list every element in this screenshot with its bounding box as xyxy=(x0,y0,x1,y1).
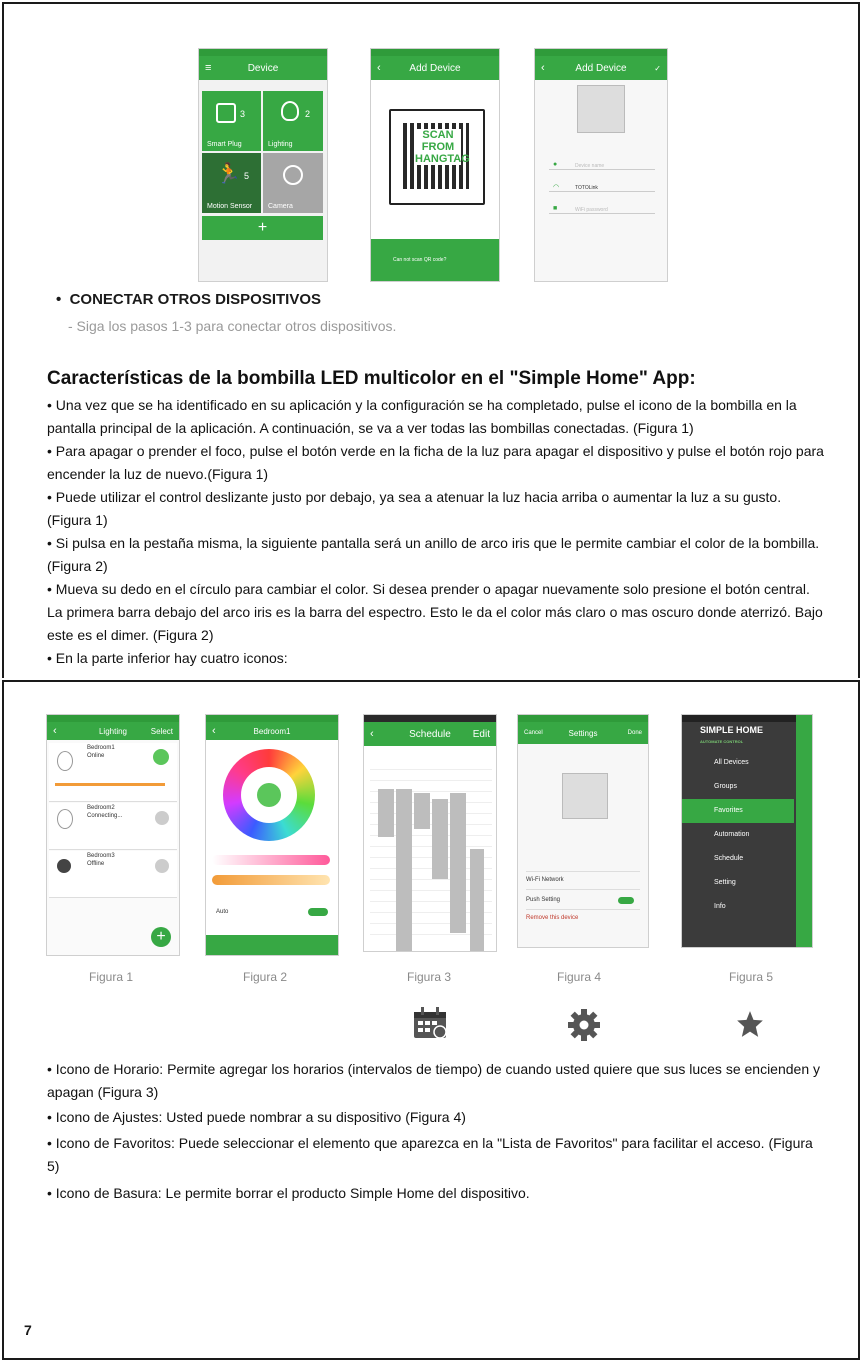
back-icon[interactable]: ‹ xyxy=(370,728,374,740)
tile-lighting[interactable] xyxy=(263,91,323,151)
figure5-phone xyxy=(681,714,813,948)
fig3-title: Schedule xyxy=(409,728,451,740)
done-button[interactable]: Done xyxy=(627,730,642,736)
qr-footer xyxy=(371,239,499,281)
tile-motion-sensor[interactable] xyxy=(202,153,261,213)
paragraph: • Una vez que se ha identificado en su aplicación y la configuración se ha completado, pulse el icono de la bombilla en la pantalla principal de la aplicación. A continuación, se va a ver todas las bombillas conectadas. (Figura 1) xyxy=(47,397,797,436)
caption-figure3: Figura 3 xyxy=(406,970,452,984)
camera-icon xyxy=(283,165,303,185)
user-icon: ● xyxy=(553,161,558,168)
dimmer-slider[interactable] xyxy=(55,783,165,786)
schedule-grid[interactable] xyxy=(370,759,492,945)
edit-button[interactable]: Edit xyxy=(472,728,490,740)
back-icon[interactable]: ‹ xyxy=(212,725,216,737)
spectrum-bar[interactable] xyxy=(212,855,330,865)
push-setting-label: Push Setting xyxy=(526,897,561,903)
add-device-nav xyxy=(371,56,499,80)
select-button[interactable]: Select xyxy=(150,726,173,736)
power-button-green[interactable] xyxy=(153,749,169,765)
power-button-grey[interactable] xyxy=(155,811,169,825)
menu-item-schedule[interactable]: Schedule xyxy=(714,855,744,862)
device-card-bedroom2[interactable] xyxy=(49,803,177,850)
fig2-toolbar xyxy=(206,935,338,955)
menu-item-automation[interactable]: Automation xyxy=(714,831,750,838)
back-icon[interactable]: ‹ xyxy=(377,62,381,74)
figure4-phone xyxy=(517,714,649,948)
qr-frame xyxy=(389,109,485,205)
bulb-icon xyxy=(57,751,73,771)
device-status: Offline xyxy=(87,861,105,867)
tile-label: Motion Sensor xyxy=(207,203,253,210)
device-card-bedroom1[interactable] xyxy=(49,743,177,802)
add-device-form-nav xyxy=(535,56,667,80)
side-menu xyxy=(682,751,794,919)
menu-icon[interactable]: ≡ xyxy=(205,62,212,74)
bulb-icon xyxy=(57,809,73,829)
wifi-password-placeholder: WiFi password xyxy=(575,207,608,213)
tile-label: Smart Plug xyxy=(207,141,242,148)
power-button-grey[interactable] xyxy=(155,859,169,873)
fig2-nav xyxy=(206,722,338,740)
fig2-title: Bedroom1 xyxy=(253,726,291,736)
add-light-button[interactable]: + xyxy=(151,927,171,947)
add-device-button[interactable] xyxy=(202,216,323,240)
fig4-nav xyxy=(518,722,648,744)
paragraph: • Icono de Basura: Le permite borrar el producto Simple Home del dispositivo. xyxy=(47,1185,530,1201)
menu-item-setting[interactable]: Setting xyxy=(714,879,736,886)
bulb-icon xyxy=(281,101,299,121)
device-card-bedroom3[interactable] xyxy=(49,851,177,898)
device-name-field[interactable] xyxy=(549,163,655,170)
tile-smart-plug[interactable] xyxy=(202,91,261,151)
name-field[interactable] xyxy=(526,861,640,872)
cant-scan-link[interactable]: Can not scan QR code? xyxy=(393,257,447,263)
device-image[interactable] xyxy=(562,773,608,819)
wifi-password-field[interactable] xyxy=(549,207,655,214)
figure3-phone xyxy=(363,714,497,952)
wifi-network-label: Wi-Fi Network xyxy=(526,877,564,883)
cancel-button[interactable]: Cancel xyxy=(524,730,543,736)
tile-label: Camera xyxy=(268,203,293,210)
back-icon[interactable]: ‹ xyxy=(53,725,57,737)
auto-label: Auto xyxy=(216,909,229,915)
caption-figure4: Figura 4 xyxy=(556,970,602,984)
menu-item-groups[interactable]: Groups xyxy=(714,783,737,790)
fig1-title: Lighting xyxy=(98,726,128,736)
paragraph: • Para apagar o prender el foco, pulse el botón verde en la ficha de la luz para apagar el dispositivo y pulse el botón rojo para encender la luz de nuevo.(Figura 1) xyxy=(47,443,824,482)
plug-icon xyxy=(216,103,236,123)
tile-camera[interactable] xyxy=(263,153,323,213)
device-image-placeholder[interactable] xyxy=(577,85,625,133)
figure1-phone xyxy=(46,714,180,956)
wifi-icon: ◠ xyxy=(553,184,560,191)
device-status: Connecting... xyxy=(87,813,123,819)
phone-add-device-qr xyxy=(370,48,500,282)
star-icon xyxy=(736,1010,764,1038)
fig4-title: Settings xyxy=(568,728,598,738)
caption-figure1: Figura 1 xyxy=(88,970,134,984)
main-panel-peek xyxy=(796,715,812,947)
figure2-phone xyxy=(205,714,339,956)
caption-figure2: Figura 2 xyxy=(242,970,288,984)
tile-count: 5 xyxy=(244,171,250,181)
gear-icon xyxy=(567,1008,601,1042)
brand-sub: AUTOMATE CONTROL xyxy=(700,739,744,744)
phone-add-device-form xyxy=(534,48,668,282)
phone-device xyxy=(198,48,328,282)
fig1-nav xyxy=(47,722,179,740)
paragraph: • Mueva su dedo en el círculo para cambiar el color. Si desea prender o apagar nuevamente solo presione el botón central. La primera barra debajo del arco iris es la barra del espectro. Esto le da el color más claro o mas oscuro donde aterrizó. Bajo este es el dimer. (Figura 2) xyxy=(47,581,823,643)
device-title: Device xyxy=(247,62,279,74)
color-wheel[interactable] xyxy=(223,749,315,841)
add-device-form-title: Add Device xyxy=(575,62,627,74)
paragraph: • Si pulsa en la pestaña misma, la siguiente pantalla será un anillo de arco iris que le permite cambiar el color de la bombilla. (Figura 2) xyxy=(47,535,820,574)
lock-icon: ■ xyxy=(553,205,558,212)
add-device-title: Add Device xyxy=(409,62,461,74)
remove-device-link[interactable]: Remove this device xyxy=(526,915,579,921)
paragraph: • En la parte inferior hay cuatro iconos: xyxy=(47,650,288,666)
wifi-network-row[interactable] xyxy=(526,877,640,890)
runner-icon: 🏃 xyxy=(216,163,241,185)
tile-count: 3 xyxy=(240,109,246,119)
wifi-field[interactable] xyxy=(549,185,655,192)
paragraph: • Icono de Ajustes: Usted puede nombrar a su dispositivo (Figura 4) xyxy=(47,1109,466,1125)
paragraph: • Icono de Favoritos: Puede seleccionar el elemento que aparezca en la "Lista de Favoritos" para facilitar el acceso. (Figura 5) xyxy=(47,1135,813,1174)
paragraph: • Icono de Horario: Permite agregar los horarios (intervalos de tiempo) de cuando usted quiere que sus luces se encienden y apagan (Figura 3) xyxy=(47,1061,821,1100)
device-name: Bedroom1 xyxy=(87,745,115,751)
brand-name: SIMPLE HOME xyxy=(700,725,764,735)
device-name: Bedroom2 xyxy=(87,805,115,811)
device-nav xyxy=(199,56,327,80)
qr-scan-label: SCAN FROM HANGTAG xyxy=(415,129,470,165)
back-icon[interactable]: ‹ xyxy=(541,62,545,74)
menu-item-all-devices[interactable]: All Devices xyxy=(714,759,749,766)
connect-other-devices-sub: - Siga los pasos 1-3 para conectar otros dispositivos. xyxy=(68,318,397,334)
menu-item-info[interactable]: Info xyxy=(714,903,726,910)
push-toggle[interactable] xyxy=(618,897,634,904)
calendar-icon xyxy=(412,1006,448,1040)
paragraph: • Puede utilizar el control deslizante justo por debajo, ya sea a atenuar la luz hacia arriba o aumentar la luz a su gusto. (Figura 1) xyxy=(47,489,782,528)
fig3-nav xyxy=(364,722,496,746)
power-button[interactable] xyxy=(257,783,281,807)
menu-item-favorites[interactable]: Favorites xyxy=(682,799,794,823)
check-icon[interactable]: ✓ xyxy=(654,63,661,73)
led-features-title: Características de la bombilla LED multicolor en el "Simple Home" App: xyxy=(47,368,696,389)
tile-count: 2 xyxy=(305,109,311,119)
power-icon xyxy=(57,859,71,873)
page-number: 7 xyxy=(24,1322,32,1338)
device-status: Online xyxy=(87,753,105,759)
heading-text: CONECTAR OTROS DISPOSITIVOS xyxy=(69,291,322,308)
tile-label: Lighting xyxy=(268,141,293,148)
wifi-ssid: TOTOLink xyxy=(575,185,598,191)
auto-toggle[interactable] xyxy=(308,908,328,916)
brand-logo xyxy=(700,725,763,745)
connect-other-devices-heading: • CONECTAR OTROS DISPOSITIVOS xyxy=(56,291,322,308)
device-name: Bedroom3 xyxy=(87,853,115,859)
plus-icon: + xyxy=(257,219,268,236)
dimmer-bar[interactable] xyxy=(212,875,330,885)
device-name-placeholder: Device name xyxy=(575,163,605,169)
caption-figure5: Figura 5 xyxy=(728,970,774,984)
